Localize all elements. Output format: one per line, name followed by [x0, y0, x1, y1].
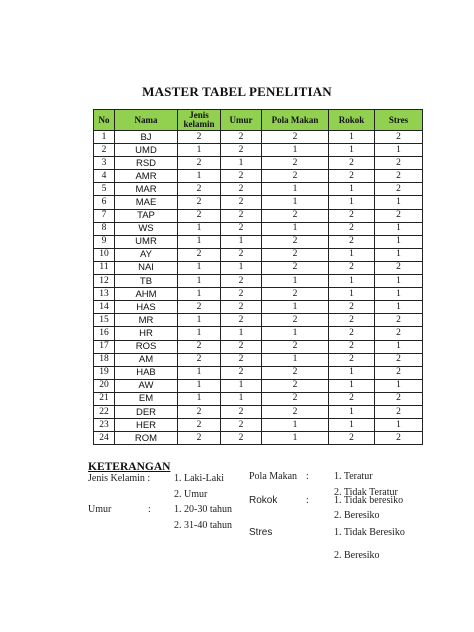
- cell-nama: DER: [115, 405, 178, 418]
- cell-pola-makan: 1: [262, 196, 329, 209]
- col-header-umur: Umur: [221, 110, 262, 131]
- cell-stres: 1: [375, 235, 423, 248]
- cell-nama: TAP: [115, 209, 178, 222]
- cell-rokok: 1: [329, 379, 375, 392]
- cell-umur: 1: [221, 327, 262, 340]
- cell-umur: 2: [221, 419, 262, 432]
- cell-rokok: 2: [329, 235, 375, 248]
- cell-pola-makan: 2: [262, 392, 329, 405]
- cell-pola-makan: 2: [262, 248, 329, 261]
- col-header-nama: Nama: [115, 110, 178, 131]
- legend-rokok-label: Rokok: [249, 495, 278, 506]
- cell-umur: 2: [221, 366, 262, 379]
- table-row: [94, 392, 423, 405]
- cell-pola-makan: 1: [262, 275, 329, 288]
- cell-jenis-kelamin: 2: [178, 419, 221, 432]
- cell-rokok: 1: [329, 288, 375, 301]
- legend-pm-1: 1. Teratur: [334, 471, 373, 482]
- cell-nama: UMR: [115, 235, 178, 248]
- cell-nama: AW: [115, 379, 178, 392]
- cell-nama: ROS: [115, 340, 178, 353]
- cell-rokok: 2: [329, 392, 375, 405]
- cell-stres: 2: [375, 353, 423, 366]
- cell-rokok: 1: [329, 405, 375, 418]
- legend-stres-2: 2. Beresiko: [334, 550, 380, 561]
- legend-umur-1: 1. 20-30 tahun: [174, 504, 233, 515]
- cell-nama: HAS: [115, 301, 178, 314]
- cell-rokok: 2: [329, 170, 375, 183]
- cell-umur: 2: [221, 209, 262, 222]
- cell-jenis-kelamin: 2: [178, 209, 221, 222]
- legend-jk-label: Jenis Kelamin :: [88, 473, 151, 484]
- cell-rokok: 1: [329, 366, 375, 379]
- cell-umur: 2: [221, 183, 262, 196]
- cell-nama: BJ: [115, 131, 178, 144]
- cell-no: 22: [94, 405, 115, 418]
- legend-stres-1: 1. Tidak Beresiko: [334, 527, 405, 538]
- table-row: [94, 196, 423, 209]
- cell-jenis-kelamin: 1: [178, 144, 221, 157]
- cell-nama: NAI: [115, 261, 178, 274]
- cell-rokok: 1: [329, 248, 375, 261]
- cell-jenis-kelamin: 1: [178, 170, 221, 183]
- cell-no: 24: [94, 432, 115, 445]
- cell-stres: 2: [375, 261, 423, 274]
- cell-stres: 1: [375, 196, 423, 209]
- cell-stres: 2: [375, 131, 423, 144]
- cell-no: 1: [94, 131, 115, 144]
- cell-umur: 2: [221, 301, 262, 314]
- cell-nama: MAR: [115, 183, 178, 196]
- legend-jk-2: 2. Umur: [174, 489, 208, 500]
- cell-stres: 2: [375, 432, 423, 445]
- cell-pola-makan: 2: [262, 314, 329, 327]
- cell-umur: 1: [221, 392, 262, 405]
- cell-nama: HER: [115, 419, 178, 432]
- cell-nama: ROM: [115, 432, 178, 445]
- cell-no: 6: [94, 196, 115, 209]
- table-row: [94, 157, 423, 170]
- cell-umur: 2: [221, 288, 262, 301]
- table-row: [94, 131, 423, 144]
- table-row: [94, 144, 423, 157]
- cell-pola-makan: 1: [262, 432, 329, 445]
- cell-pola-makan: 1: [262, 419, 329, 432]
- cell-rokok: 1: [329, 419, 375, 432]
- cell-no: 19: [94, 366, 115, 379]
- keterangan-title: KETERANGAN: [88, 461, 171, 473]
- cell-pola-makan: 2: [262, 288, 329, 301]
- cell-umur: 2: [221, 314, 262, 327]
- cell-pola-makan: 1: [262, 301, 329, 314]
- master-table: [93, 109, 423, 445]
- table-row: [94, 314, 423, 327]
- legend-pm-colon: :: [306, 471, 309, 482]
- cell-jenis-kelamin: 2: [178, 248, 221, 261]
- cell-rokok: 2: [329, 157, 375, 170]
- cell-umur: 2: [221, 131, 262, 144]
- cell-jenis-kelamin: 1: [178, 392, 221, 405]
- table-row: [94, 248, 423, 261]
- cell-stres: 2: [375, 392, 423, 405]
- table-header-row: [94, 110, 423, 131]
- cell-jenis-kelamin: 1: [178, 222, 221, 235]
- table-row: [94, 183, 423, 196]
- cell-umur: 1: [221, 261, 262, 274]
- cell-no: 11: [94, 261, 115, 274]
- cell-jenis-kelamin: 2: [178, 405, 221, 418]
- cell-stres: 1: [375, 301, 423, 314]
- cell-nama: WS: [115, 222, 178, 235]
- cell-jenis-kelamin: 1: [178, 235, 221, 248]
- table-row: [94, 432, 423, 445]
- cell-no: 18: [94, 353, 115, 366]
- cell-pola-makan: 2: [262, 366, 329, 379]
- cell-rokok: 1: [329, 131, 375, 144]
- cell-jenis-kelamin: 2: [178, 340, 221, 353]
- cell-jenis-kelamin: 1: [178, 379, 221, 392]
- cell-pola-makan: 2: [262, 261, 329, 274]
- cell-no: 8: [94, 222, 115, 235]
- cell-stres: 1: [375, 144, 423, 157]
- table-row: [94, 419, 423, 432]
- cell-umur: 2: [221, 353, 262, 366]
- table-row: [94, 366, 423, 379]
- cell-nama: UMD: [115, 144, 178, 157]
- cell-umur: 2: [221, 144, 262, 157]
- cell-stres: 2: [375, 209, 423, 222]
- cell-rokok: 2: [329, 261, 375, 274]
- table-row: [94, 222, 423, 235]
- cell-jenis-kelamin: 2: [178, 131, 221, 144]
- cell-stres: 1: [375, 419, 423, 432]
- cell-stres: 2: [375, 327, 423, 340]
- cell-jenis-kelamin: 2: [178, 432, 221, 445]
- cell-stres: 1: [375, 379, 423, 392]
- legend-jk-1: 1. Laki-Laki: [174, 473, 224, 484]
- cell-pola-makan: 2: [262, 235, 329, 248]
- table-row: [94, 327, 423, 340]
- cell-pola-makan: 1: [262, 222, 329, 235]
- cell-stres: 1: [375, 248, 423, 261]
- cell-pola-makan: 1: [262, 353, 329, 366]
- table-row: [94, 405, 423, 418]
- legend-pm-2: 2. Tidak Teratur: [334, 487, 398, 498]
- cell-pola-makan: 2: [262, 209, 329, 222]
- cell-rokok: 1: [329, 275, 375, 288]
- cell-no: 4: [94, 170, 115, 183]
- cell-nama: RSD: [115, 157, 178, 170]
- cell-umur: 1: [221, 157, 262, 170]
- cell-no: 15: [94, 314, 115, 327]
- cell-nama: AHM: [115, 288, 178, 301]
- legend-rokok-colon: :: [306, 495, 309, 506]
- cell-no: 23: [94, 419, 115, 432]
- table-row: [94, 353, 423, 366]
- cell-no: 14: [94, 301, 115, 314]
- cell-jenis-kelamin: 1: [178, 275, 221, 288]
- table-row: [94, 288, 423, 301]
- cell-stres: 2: [375, 314, 423, 327]
- cell-pola-makan: 1: [262, 183, 329, 196]
- cell-pola-makan: 2: [262, 131, 329, 144]
- cell-umur: 1: [221, 235, 262, 248]
- cell-no: 12: [94, 275, 115, 288]
- cell-nama: HAB: [115, 366, 178, 379]
- cell-stres: 2: [375, 183, 423, 196]
- cell-no: 17: [94, 340, 115, 353]
- cell-rokok: 2: [329, 432, 375, 445]
- cell-pola-makan: 1: [262, 327, 329, 340]
- cell-umur: 2: [221, 170, 262, 183]
- cell-jenis-kelamin: 2: [178, 157, 221, 170]
- cell-stres: 2: [375, 405, 423, 418]
- table-row: [94, 340, 423, 353]
- cell-no: 20: [94, 379, 115, 392]
- cell-stres: 1: [375, 222, 423, 235]
- col-header-jenis-kelamin: Jenis kelamin: [178, 110, 221, 131]
- cell-pola-makan: 2: [262, 170, 329, 183]
- col-header-stres: Stres: [375, 110, 423, 131]
- cell-rokok: 2: [329, 314, 375, 327]
- cell-pola-makan: 1: [262, 144, 329, 157]
- page-title: MASTER TABEL PENELITIAN: [142, 84, 332, 99]
- table-row: [94, 379, 423, 392]
- table-row: [94, 235, 423, 248]
- cell-no: 10: [94, 248, 115, 261]
- cell-umur: 2: [221, 222, 262, 235]
- cell-jenis-kelamin: 1: [178, 261, 221, 274]
- cell-jenis-kelamin: 2: [178, 353, 221, 366]
- cell-stres: 2: [375, 170, 423, 183]
- cell-jenis-kelamin: 1: [178, 366, 221, 379]
- cell-jenis-kelamin: 1: [178, 288, 221, 301]
- cell-rokok: 2: [329, 327, 375, 340]
- cell-umur: 2: [221, 405, 262, 418]
- cell-stres: 1: [375, 275, 423, 288]
- cell-no: 5: [94, 183, 115, 196]
- table-row: [94, 209, 423, 222]
- col-header-no: No: [94, 110, 115, 131]
- legend-rokok-2: 2. Beresiko: [334, 510, 380, 521]
- cell-no: 9: [94, 235, 115, 248]
- cell-umur: 1: [221, 379, 262, 392]
- cell-no: 2: [94, 144, 115, 157]
- cell-no: 21: [94, 392, 115, 405]
- col-header-rokok: Rokok: [329, 110, 375, 131]
- cell-rokok: 1: [329, 196, 375, 209]
- cell-stres: 2: [375, 366, 423, 379]
- cell-jenis-kelamin: 2: [178, 301, 221, 314]
- cell-stres: 1: [375, 288, 423, 301]
- cell-nama: AY: [115, 248, 178, 261]
- cell-nama: AM: [115, 353, 178, 366]
- table-body: [94, 131, 423, 445]
- cell-umur: 2: [221, 340, 262, 353]
- cell-no: 13: [94, 288, 115, 301]
- cell-nama: EM: [115, 392, 178, 405]
- cell-nama: TB: [115, 275, 178, 288]
- legend-rokok-1: 1. Tidak beresiko: [334, 495, 404, 506]
- col-header-pola-makan: Pola Makan: [262, 110, 329, 131]
- legend-umur-label: Umur: [88, 504, 112, 515]
- cell-no: 7: [94, 209, 115, 222]
- cell-rokok: 2: [329, 353, 375, 366]
- cell-rokok: 2: [329, 301, 375, 314]
- cell-umur: 2: [221, 196, 262, 209]
- cell-umur: 2: [221, 275, 262, 288]
- cell-umur: 2: [221, 248, 262, 261]
- cell-jenis-kelamin: 1: [178, 314, 221, 327]
- cell-pola-makan: 2: [262, 379, 329, 392]
- cell-nama: AMR: [115, 170, 178, 183]
- legend-umur-colon: :: [148, 504, 151, 515]
- cell-no: 3: [94, 157, 115, 170]
- cell-rokok: 2: [329, 222, 375, 235]
- cell-pola-makan: 2: [262, 157, 329, 170]
- legend-umur-2: 2. 31-40 tahun: [174, 520, 233, 531]
- cell-stres: 1: [375, 340, 423, 353]
- cell-pola-makan: 2: [262, 405, 329, 418]
- cell-nama: MAE: [115, 196, 178, 209]
- cell-pola-makan: 2: [262, 340, 329, 353]
- legend-stres-label: Stres: [249, 527, 273, 538]
- cell-nama: MR: [115, 314, 178, 327]
- cell-rokok: 2: [329, 209, 375, 222]
- cell-jenis-kelamin: 2: [178, 196, 221, 209]
- table-row: [94, 170, 423, 183]
- table-row: [94, 301, 423, 314]
- cell-jenis-kelamin: 1: [178, 327, 221, 340]
- table-row: [94, 261, 423, 274]
- legend-pm-label: Pola Makan: [249, 471, 298, 482]
- cell-no: 16: [94, 327, 115, 340]
- table-row: [94, 275, 423, 288]
- cell-umur: 2: [221, 432, 262, 445]
- cell-rokok: 1: [329, 183, 375, 196]
- cell-rokok: 2: [329, 340, 375, 353]
- cell-nama: HR: [115, 327, 178, 340]
- cell-rokok: 1: [329, 144, 375, 157]
- cell-jenis-kelamin: 2: [178, 183, 221, 196]
- cell-stres: 2: [375, 157, 423, 170]
